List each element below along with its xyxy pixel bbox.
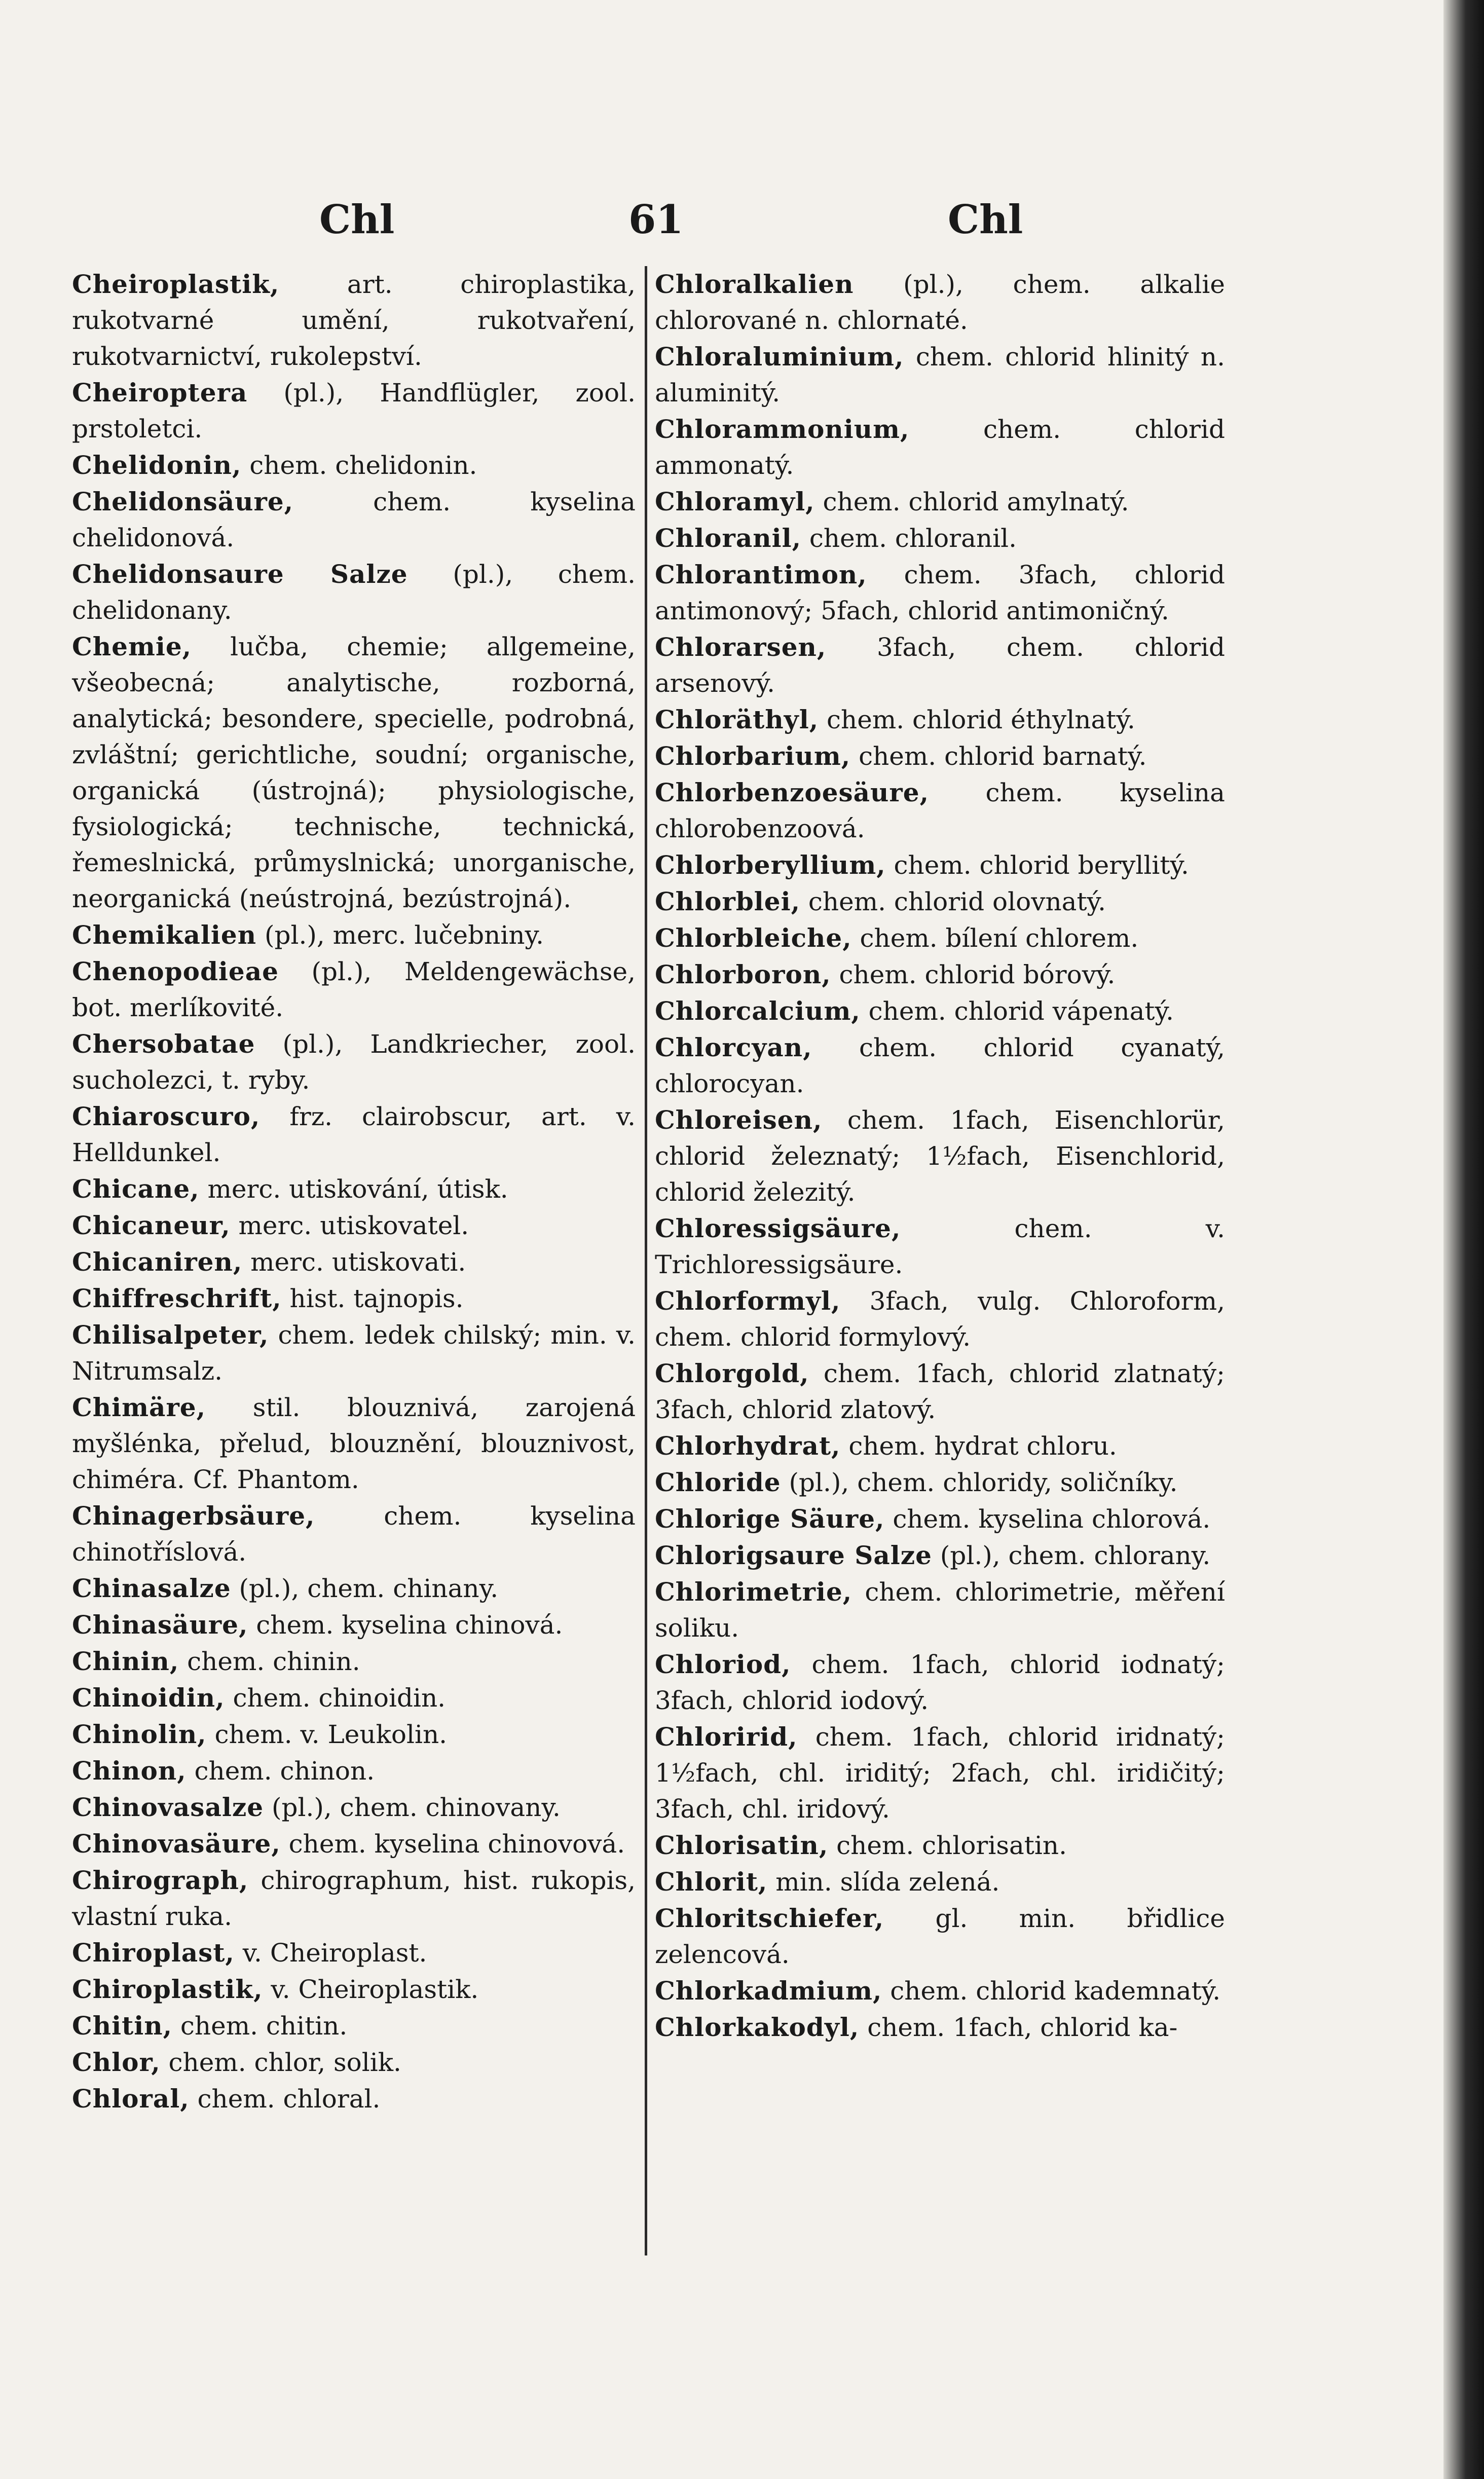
dictionary-entry (72, 917, 636, 953)
entry-definition: chem. chelidonin. (241, 451, 477, 480)
entry-definition: chem. 3fach, chlorid antimonový; 5fach, chlorid antimoničný. (655, 560, 1225, 625)
dictionary-entry (655, 1827, 1225, 1864)
entry-headword: Chinagerbsäure, (72, 1501, 315, 1531)
entry-definition: chem. 1fach, chlorid iodnatý; 3fach, chlorid iodový. (655, 1650, 1225, 1715)
header-left-guideword: Chl (319, 197, 395, 243)
right-column (655, 266, 1225, 2293)
entry-headword: Chlorgold, (655, 1358, 809, 1388)
entry-definition: (pl.), Meldengewächse, bot. merlíkovité. (72, 957, 636, 1022)
entry-headword: Chlorkakodyl, (655, 2012, 860, 2042)
dictionary-entry (655, 1464, 1225, 1501)
entry-headword: Chicaniren, (72, 1247, 243, 1277)
entry-definition: chem. chlorid éthylnatý. (819, 705, 1135, 734)
entry-headword: Chlorboron, (655, 959, 831, 989)
entry-definition: chem. bílení chlorem. (851, 923, 1139, 953)
entry-definition: min. slída zelená. (767, 1867, 1000, 1897)
entry-definition: merc. utiskovati. (242, 1247, 466, 1277)
dictionary-entry (655, 956, 1225, 993)
entry-definition: chem. ledek chilský; min. v. Nitrumsalz. (72, 1320, 636, 1386)
dictionary-entry (655, 520, 1225, 557)
entry-headword: Chitin, (72, 2011, 172, 2041)
entry-definition: lučba, chemie; allgemeine, všeobecná; analytische, rozborná, analytická; besondere, specielle, podrobná, zvláštní; gerichtliche, soudní; organische, organická (ústrojná); physiologische, fysiologická; technische, technická, řemeslnická, průmyslnická; unorganische, neorganická (neústrojná, bezústrojná). (72, 632, 636, 913)
entry-definition: (pl.), merc. lučebniny. (256, 920, 544, 950)
entry-definition: chem. chlor, solik. (160, 2048, 401, 2077)
entry-definition: chem. chinoidin. (225, 1683, 446, 1713)
entry-headword: Chlorformyl, (655, 1286, 841, 1316)
dictionary-entry (655, 1501, 1225, 1537)
entry-headword: Chinasalze (72, 1573, 231, 1603)
entry-definition: chem. hydrat chloru. (840, 1431, 1117, 1461)
dictionary-entry (72, 1389, 636, 1498)
entry-definition: chem. chlorid cyanatý, chlorocyan. (655, 1033, 1225, 1098)
entry-headword: Chersobatae (72, 1029, 255, 1059)
entry-headword: Chemikalien (72, 920, 257, 950)
entry-definition: chem. v. Trichloressigsäure. (655, 1214, 1225, 1279)
entry-definition: chem. chlorid kademnatý. (882, 1976, 1221, 2006)
dictionary-entry (655, 1537, 1225, 1574)
entry-definition: art. chiroplastika, rukotvarné umění, rukotvaření, rukotvarnictví, rukolepství. (72, 270, 636, 371)
dictionary-entry (72, 953, 636, 1026)
entry-headword: Chlor, (72, 2047, 161, 2077)
entry-headword: Chloralkalien (655, 269, 854, 299)
dictionary-entry (72, 1207, 636, 1244)
dictionary-entry (72, 266, 636, 375)
entry-headword: Chlorhydrat, (655, 1431, 841, 1461)
dictionary-entry (655, 1900, 1225, 1973)
entry-definition: chem. chlorimetrie, měření soliku. (655, 1577, 1225, 1643)
entry-definition: gl. min. břidlice zelencová. (655, 1904, 1225, 1969)
dictionary-entry (72, 1862, 636, 1935)
entry-headword: Chloral, (72, 2084, 190, 2114)
entry-definition: chem. 1fach, chlorid iridnatý; 1½fach, chl. iriditý; 2fach, chl. iridičitý; 3fach, chl. iridový. (655, 1722, 1225, 1824)
dictionary-entry (655, 557, 1225, 629)
entry-headword: Chlorcyan, (655, 1032, 812, 1062)
entry-definition: stil. blouznivá, zarojená myšlénka, přelud, blouznění, blouznivost, chiméra. Cf. Phantom. (72, 1393, 636, 1494)
entry-headword: Chlorit, (655, 1867, 768, 1897)
entry-headword: Chloräthyl, (655, 705, 819, 734)
entry-definition: chem. chlorisatin. (828, 1831, 1067, 1860)
entry-definition: chem. chlorid vápenatý. (860, 996, 1174, 1026)
dictionary-entry (72, 447, 636, 484)
dictionary-entry (72, 1680, 636, 1716)
entry-headword: Chlorcalcium, (655, 996, 861, 1026)
entry-definition: (pl.), chem. chloridy, soličníky. (781, 1468, 1178, 1497)
entry-headword: Chlorkadmium, (655, 1976, 882, 2006)
dictionary-entry (72, 375, 636, 447)
dictionary-entry (72, 484, 636, 556)
dictionary-entry (655, 1719, 1225, 1827)
entry-headword: Chinon, (72, 1756, 187, 1786)
entry-definition: chem. chloral. (189, 2084, 381, 2114)
entry-headword: Chlorarsen, (655, 632, 827, 662)
dictionary-entry (72, 1935, 636, 1971)
entry-headword: Chenopodieae (72, 956, 279, 986)
entry-definition: (pl.), chem. chinovany. (264, 1793, 561, 1822)
dictionary-entry (655, 2009, 1225, 2046)
entry-definition: chem. chlorid beryllitý. (885, 850, 1189, 880)
entry-definition: chem. chlorid olovnatý. (800, 887, 1106, 916)
entry-headword: Chicaneur, (72, 1210, 231, 1240)
dictionary-entry (72, 1971, 636, 2008)
entry-headword: Chlorisatin, (655, 1830, 829, 1860)
dictionary-entry (655, 1210, 1225, 1283)
dictionary-entry (655, 1355, 1225, 1428)
entry-headword: Chlorige Säure, (655, 1504, 885, 1534)
entry-headword: Chlorbleiche, (655, 923, 852, 953)
dictionary-entry (72, 2044, 636, 2081)
dictionary-entry (72, 1789, 636, 1826)
dictionary-entry (655, 920, 1225, 956)
column-divider (645, 266, 647, 2255)
entry-definition: chem. chlorid barnatý. (850, 742, 1147, 771)
entry-headword: Chloramyl, (655, 487, 815, 516)
entry-headword: Chlorantimon, (655, 560, 867, 589)
entry-definition: merc. utiskování, útisk. (199, 1174, 508, 1204)
page-number: 61 (628, 197, 684, 243)
entry-definition: (pl.), chem. chlorany. (932, 1541, 1211, 1570)
dictionary-entry (655, 1646, 1225, 1719)
entry-definition: (pl.), chem. chinany. (231, 1574, 499, 1603)
entry-headword: Chinovasäure, (72, 1829, 281, 1859)
entry-headword: Chloririd, (655, 1722, 798, 1752)
entry-definition: chem. chitin. (172, 2011, 348, 2041)
entry-definition: chem. chinin. (179, 1647, 360, 1676)
dictionary-entry (72, 1098, 636, 1171)
entry-definition: chem. kyselina chinovová. (280, 1829, 625, 1859)
entry-definition: merc. utiskovatel. (230, 1211, 469, 1240)
dictionary-entry (655, 847, 1225, 883)
dictionary-entry (655, 411, 1225, 484)
dictionary-entry (72, 1244, 636, 1280)
entry-definition: chem. chlorid bórový. (831, 960, 1116, 989)
entry-headword: Chelidonin, (72, 450, 242, 480)
entry-definition: frz. clairobscur, art. v. Helldunkel. (72, 1102, 636, 1167)
entry-definition: chem. chlorid ammonatý. (655, 415, 1225, 480)
dictionary-entry (655, 738, 1225, 774)
dictionary-entry (72, 1317, 636, 1389)
dictionary-entry (72, 1716, 636, 1753)
entry-definition: chem. chloranil. (801, 524, 1017, 553)
entry-definition: 3fach, chem. chlorid arsenový. (655, 633, 1225, 698)
entry-definition: chem. chlorid amylnatý. (814, 487, 1129, 516)
entry-definition: chem. kyselina chlorová. (884, 1504, 1211, 1534)
page-edge (1443, 0, 1484, 2479)
entry-definition: v. Cheiroplastik. (263, 1975, 479, 2004)
header-right-guideword: Chl (948, 197, 1023, 243)
entry-headword: Chlorbarium, (655, 741, 851, 771)
entry-definition: (pl.), chem. alkalie chlorované n. chlornaté. (655, 270, 1225, 335)
entry-definition: (pl.), Landkriecher, zool. sucholezci, t. ryby. (72, 1029, 636, 1095)
dictionary-entry (655, 774, 1225, 847)
entry-headword: Chinin, (72, 1646, 179, 1676)
entry-definition: 3fach, vulg. Chloroform, chem. chlorid formylový. (655, 1286, 1225, 1352)
entry-headword: Chemie, (72, 632, 192, 661)
entry-headword: Chelidonsäure, (72, 487, 294, 516)
dictionary-entry (72, 1753, 636, 1789)
entry-definition: chem. 1fach, chlorid zlatnatý; 3fach, chlorid zlatový. (655, 1359, 1225, 1424)
entry-headword: Chloressigsäure, (655, 1213, 901, 1243)
entry-headword: Chinoidin, (72, 1683, 225, 1713)
entry-headword: Chlorbenzoesäure, (655, 778, 929, 807)
entry-definition: v. Cheiroplast. (234, 1938, 427, 1968)
dictionary-entry (72, 1280, 636, 1317)
entry-headword: Chlorberyllium, (655, 850, 886, 880)
entry-headword: Chiroplast, (72, 1938, 235, 1968)
dictionary-entry (655, 1973, 1225, 2009)
entry-headword: Chinasäure, (72, 1610, 248, 1640)
entry-definition: chem. chinon. (186, 1756, 375, 1786)
entry-definition: chem. chlorid hlinitý n. aluminitý. (655, 342, 1225, 408)
dictionary-entry (655, 701, 1225, 738)
dictionary-entry (72, 1826, 636, 1862)
entry-headword: Chloriod, (655, 1649, 791, 1679)
entry-headword: Chelidonsaure Salze (72, 559, 408, 589)
entry-headword: Chilisalpeter, (72, 1320, 269, 1350)
entry-definition: chirographum, hist. rukopis, vlastní ruka. (72, 1866, 636, 1931)
dictionary-entry (655, 1428, 1225, 1464)
dictionary-entry (655, 1864, 1225, 1900)
dictionary-entry (72, 1498, 636, 1570)
entry-definition: chem. kyselina chinotříslová. (72, 1501, 636, 1567)
entry-definition: chem. 1fach, chlorid ka- (859, 2013, 1178, 2042)
entry-headword: Chlorammonium, (655, 414, 910, 444)
entry-headword: Chloreisen, (655, 1105, 823, 1135)
entry-definition: chem. v. Leukolin. (206, 1720, 448, 1749)
entry-headword: Chirograph, (72, 1865, 249, 1895)
dictionary-entry (655, 629, 1225, 701)
entry-headword: Chloranil, (655, 523, 801, 553)
page-header (284, 197, 1297, 247)
dictionary-entry (72, 2081, 636, 2117)
dictionary-entry (72, 628, 636, 917)
entry-definition: (pl.), chem. chelidonany. (72, 560, 636, 625)
dictionary-entry (655, 339, 1225, 411)
dictionary-entry (655, 1574, 1225, 1646)
dictionary-entry (72, 1607, 636, 1643)
dictionary-entry (655, 883, 1225, 920)
dictionary-entry (655, 1102, 1225, 1210)
entry-definition: chem. kyselina chelidonová. (72, 487, 636, 552)
entry-headword: Chiffreschrift, (72, 1283, 282, 1313)
entry-headword: Cheiroplastik, (72, 269, 280, 299)
dictionary-entry (72, 1026, 636, 1098)
dictionary-entry (72, 1171, 636, 1207)
entry-headword: Chloride (655, 1467, 781, 1497)
entry-headword: Chlorblei, (655, 886, 801, 916)
entry-headword: Chlorigsaure Salze (655, 1540, 932, 1570)
entry-definition: chem. 1fach, Eisenchlorür, chlorid železnatý; 1½fach, Eisenchlorid, chlorid železitý. (655, 1105, 1225, 1207)
dictionary-entry (72, 1643, 636, 1680)
entry-definition: hist. tajnopis. (281, 1284, 464, 1313)
entry-headword: Chinovasalze (72, 1792, 264, 1822)
entry-headword: Chicane, (72, 1174, 200, 1204)
dictionary-entry (72, 2008, 636, 2044)
dictionary-entry (72, 556, 636, 628)
dictionary-entry (655, 993, 1225, 1029)
dictionary-entry (655, 1029, 1225, 1102)
left-column (72, 266, 636, 2293)
dictionary-entry (655, 266, 1225, 339)
dictionary-entry (655, 1283, 1225, 1355)
entry-headword: Chloritschiefer, (655, 1903, 884, 1933)
entry-headword: Chinolin, (72, 1719, 207, 1749)
entry-headword: Chimäre, (72, 1392, 206, 1422)
entry-definition: (pl.), Handflügler, zool. prstoletci. (72, 378, 636, 443)
entry-definition: chem. kyselina chinová. (248, 1610, 563, 1640)
dictionary-entry (72, 1570, 636, 1607)
entry-headword: Chlorimetrie, (655, 1577, 852, 1607)
entry-headword: Chiroplastik, (72, 1974, 263, 2004)
entry-headword: Chiaroscuro, (72, 1101, 261, 1131)
entry-headword: Cheiroptera (72, 378, 248, 408)
entry-headword: Chloraluminium, (655, 342, 904, 372)
entry-definition: chem. kyselina chlorobenzoová. (655, 778, 1225, 843)
dictionary-entry (655, 484, 1225, 520)
